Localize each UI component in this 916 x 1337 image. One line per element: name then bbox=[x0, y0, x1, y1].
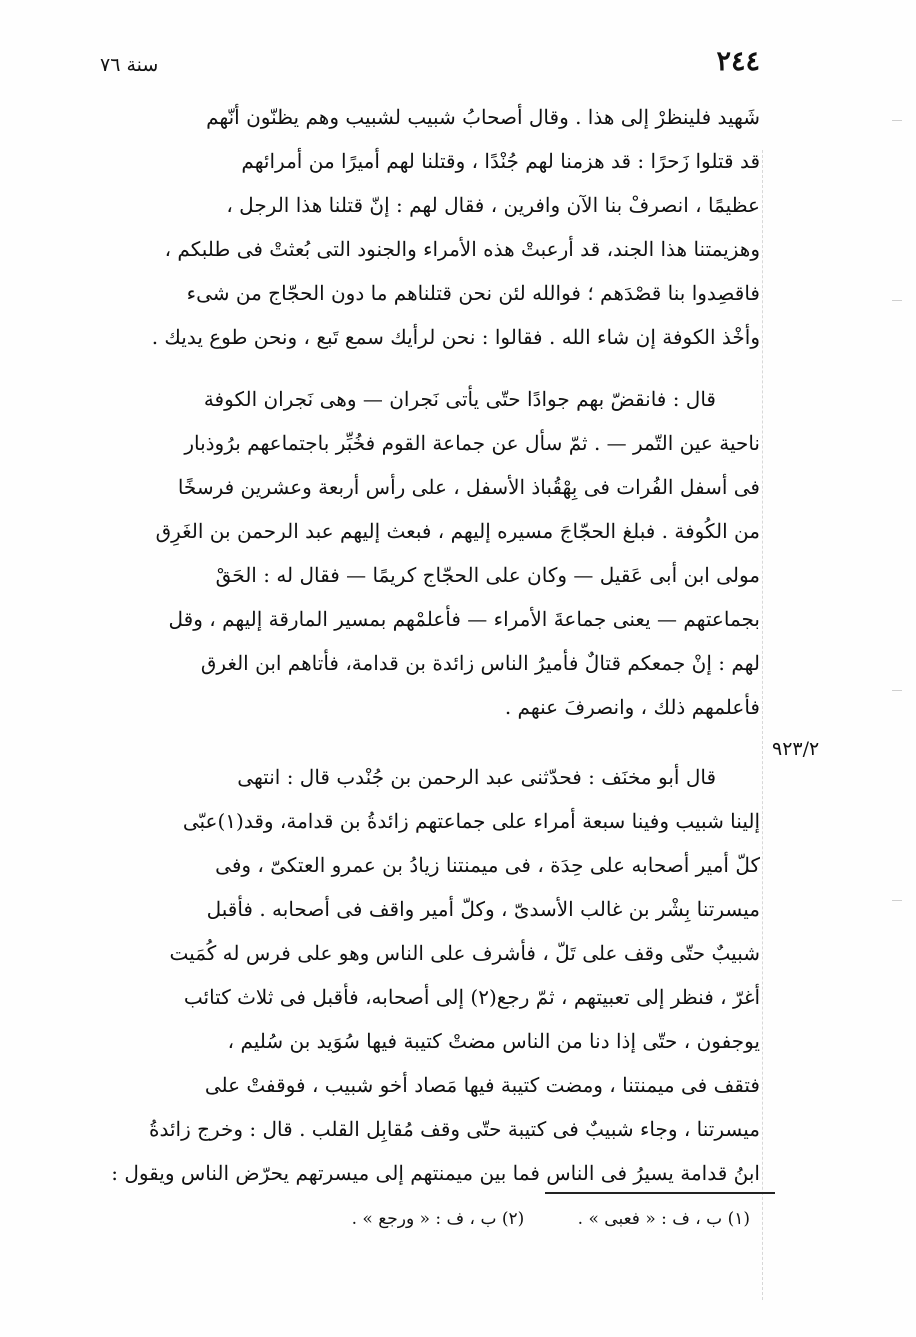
text-line: يوجفون ، حتّى إذا دنا من الناس مضتْ كتيبة فيها سُوَيد بن سُليم ، bbox=[227, 1029, 760, 1053]
text-line: فى أسفل الفُرات فى بِهْقُباذ الأسفل ، على رأس أربعة وعشرين فرسخًا bbox=[177, 475, 760, 499]
text-line: ميسرتنا بِشْر بن غالب الأسدىّ ، وكلّ أمير واقف فى أصحابه . فأقبل bbox=[206, 897, 760, 921]
text-line: ابنُ قدامة يسيرُ فى الناس فما بين ميمنتهم إلى ميسرتهم يحرّض الناس ويقول : bbox=[111, 1161, 760, 1185]
text-line: ناحية عين التّمر — . ثمّ سأل عن جماعة القوم فخُبِّر باجتماعهم برُوذبار bbox=[184, 431, 760, 455]
text-line: لهم : إنْ جمعكم قتالٌ فأميرُ الناس زائدة بن قدامة، فأتاهم ابن الغرق bbox=[200, 651, 760, 675]
text-line: عظيمًا ، انصرفْ بنا الآن وافرين ، فقال لهم : إنّ قتلنا هذا الرجل ، bbox=[226, 193, 760, 217]
text-line: إلينا شبيب وفينا سبعة أمراء على جماعتهم زائدةُ بن قدامة، وقد(١)عبّى bbox=[182, 809, 760, 833]
paragraph-2 bbox=[108, 377, 760, 729]
paragraph-gap bbox=[108, 729, 760, 755]
text-line: قد قتلوا زَحرًا : قد هزمنا لهم جُنْدًا ، وقتلنا لهم أميرًا من أمرائهم bbox=[241, 149, 760, 173]
paragraph-gap bbox=[108, 359, 760, 377]
edge-mark bbox=[892, 900, 902, 901]
text-line: من الكُوفة . فبلغ الحجّاجَ مسيره إليهم ، فبعث إليهم عبد الرحمن بن الغَرِق bbox=[155, 519, 760, 543]
text-line: كلّ أمير أصحابه على حِدَة ، فى ميمنتنا زيادُ بن عمرو العتكىّ ، وفى bbox=[215, 853, 760, 877]
edge-mark bbox=[892, 120, 902, 121]
text-line: شَهيد فلينظرْ إلى هذا . وقال أصحابُ شبيب لشبيب وهم يظنّون أنّهم bbox=[206, 105, 760, 129]
text-line: شبيبٌ حتّى وقف على تَلّ ، فأشرف على الناس وهو على فرس له كُمَيت bbox=[169, 941, 760, 965]
text-line: مولى ابن أبى عَقيل — وكان على الحجّاج كريمًا — فقال له : الحَقْ bbox=[215, 563, 760, 587]
text-line: فأعلمهم ذلك ، وانصرفَ عنهم . bbox=[504, 695, 760, 719]
footnote-2: (٢) ب ، ف : « ورجع » . bbox=[351, 1209, 525, 1229]
year-label: سنة ٧٦ bbox=[100, 54, 159, 76]
text-line: قال أبو مخنَف : فحدّثنى عبد الرحمن بن جُنْدب قال : انتهى bbox=[237, 765, 716, 789]
edge-mark bbox=[892, 300, 902, 301]
text-line: وهزيمتنا هذا الجند، قد أرعبتْ هذه الأمراء والجنود التى بُعثتْ فى طلبكم ، bbox=[164, 237, 760, 261]
paragraph-1 bbox=[108, 95, 760, 359]
footnote-divider bbox=[545, 1192, 775, 1194]
footnotes bbox=[250, 1206, 750, 1232]
text-line: بجماعتهم — يعنى جماعةَ الأمراء — فأعلمْهم بمسير المارقة إليهم ، وقل bbox=[168, 607, 760, 631]
edge-mark bbox=[892, 690, 902, 691]
paragraph-3 bbox=[108, 755, 760, 1195]
footnote-1: (١) ب ، ف : « فعبى » . bbox=[577, 1209, 750, 1229]
text-line: وأخْذ الكوفة إن شاء الله . فقالوا : نحن لرأيك سمع تَبع ، ونحن طوع يديك . bbox=[151, 325, 760, 349]
text-line: قال : فانقضّ بهم جوادًا حتّى يأتى نَجران — وهى نَجران الكوفة bbox=[203, 387, 716, 411]
main-text bbox=[108, 95, 760, 1195]
text-line: فاقصِدوا بنا قصْدَهم ؛ فوالله لئن نحن قتلناهم ما دون الحجّاج من شىء bbox=[186, 281, 760, 305]
margin-reference: ٩٢٣/٢ bbox=[772, 738, 820, 760]
page-crease bbox=[762, 150, 763, 1300]
text-line: فتقف فى ميمنتنا ، ومضت كتيبة فيها مَصاد أخو شبيب ، فوقفتْ على bbox=[204, 1073, 760, 1097]
page-header bbox=[100, 46, 760, 86]
text-line: أغرّ ، فنظر إلى تعبيتهم ، ثمّ رجع(٢) إلى أصحابه، فأقبل فى ثلاث كتائب bbox=[183, 985, 760, 1009]
text-line: ميسرتنا ، وجاء شبيبٌ فى كتيبة حتّى وقف مُقابِل القلب . قال : وخرج زائدةُ bbox=[148, 1117, 760, 1141]
page-number: ٢٤٤ bbox=[716, 46, 760, 77]
